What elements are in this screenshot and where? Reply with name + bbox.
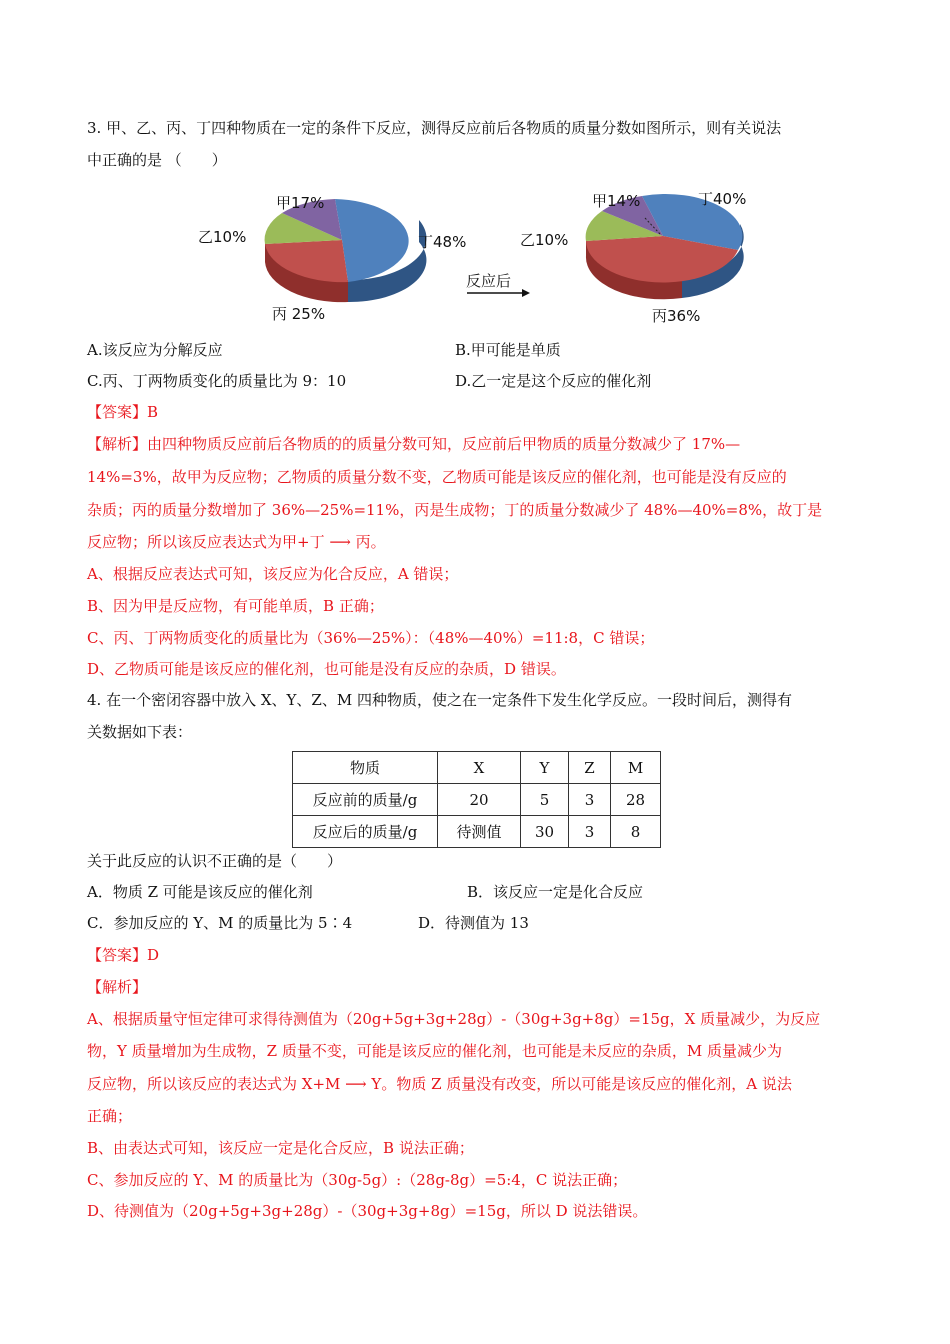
table-row [293, 784, 661, 816]
q4-analysis-line-7: D、待测值为（20g+5g+3g+28g）-（30g+3g+8g）=15g，所以 D 说法错误。 [87, 1202, 648, 1220]
q4-option-a: A．物质 Z 可能是该反应的催化剂 [87, 883, 313, 901]
table-cell: 28 [611, 784, 661, 816]
table-cell: 8 [611, 816, 661, 848]
table-header-row [293, 752, 661, 784]
q3-answer: 【答案】B [87, 403, 159, 421]
q3-pie-figure [190, 188, 760, 328]
q3-analysis-line-2: 14%=3%，故甲为反应物；乙物质的质量分数不变，乙物质可能是该反应的催化剂，也可能是没有反应的 [87, 468, 787, 486]
q3-analysis-line-4: 反应物；所以该反应表达式为甲+丁 ⟶ 丙。 [87, 533, 386, 551]
q4-analysis-line-5: B、由表达式可知，该反应一定是化合反应，B 说法正确； [87, 1139, 474, 1157]
q4-analysis-line-2: 物，Y 质量增加为生成物，Z 质量不变，可能是该反应的催化剂，也可能是未反应的杂质，M 质量减少为 [87, 1042, 782, 1060]
table-cell: 3 [569, 816, 611, 848]
pie-before [265, 199, 427, 302]
q4-data-table [292, 751, 661, 848]
q3-analysis-line-7: C、丙、丁两物质变化的质量比为（36%—25%）：（48%—40%）=11:8，C 错误； [87, 629, 655, 647]
q4-question: 关于此反应的认识不正确的是（ ） [87, 852, 343, 870]
q4-stem-line1: 4. 在一个密闭容器中放入 X、Y、Z、M 四种物质，使之在一定条件下发生化学反应。一段时间后，测得有 [87, 691, 792, 709]
q3-analysis-line-1: 【解析】由四种物质反应前后各物质的的质量分数可知，反应前后甲物质的质量分数减少了 17%— [87, 435, 741, 453]
table-cell: 待测值 [438, 816, 521, 848]
q4-analysis-line-1: A、根据质量守恒定律可求得待测值为（20g+5g+3g+28g）-（30g+3g+8g）=15g，X 质量减少，为反应 [87, 1010, 821, 1028]
table-header-cell: M [611, 752, 661, 784]
table-cell: 30 [521, 816, 569, 848]
pie-before-label-ding: 丁48% [418, 233, 467, 251]
table-header-cell: Z [569, 752, 611, 784]
pie-before-label-jia: 甲17% [276, 194, 325, 212]
q3-analysis-line-6: B、因为甲是反应物，有可能单质，B 正确； [87, 597, 384, 615]
table-row [293, 816, 661, 848]
q4-analysis-line-6: C、参加反应的 Y、M 的质量比为（30g-5g）:（28g-8g）=5:4，C 说法正确； [87, 1171, 628, 1189]
q3-option-c: C.丙、丁两物质变化的质量比为 9：10 [87, 372, 347, 390]
q4-analysis-title: 【解析】 [87, 978, 148, 996]
pie-before-label-bing: 丙 25% [272, 305, 326, 323]
q3-analysis-line-3: 杂质；丙的质量分数增加了 36%—25%=11%，丙是生成物；丁的质量分数减少了 48%—40%=8%，故丁是 [87, 501, 823, 519]
table-cell: 20 [438, 784, 521, 816]
q4-option-d: D．待测值为 13 [418, 914, 529, 932]
q3-option-d: D.乙一定是这个反应的催化剂 [455, 372, 652, 390]
q3-stem-line1: 3. 甲、乙、丙、丁四种物质在一定的条件下反应，测得反应前后各物质的质量分数如图所示，则有关说法 [87, 119, 782, 137]
q4-option-c: C．参加反应的 Y、M 的质量比为 5∶4 [87, 914, 353, 932]
arrow-label: 反应后 [466, 272, 512, 290]
q3-analysis-line-5: A、根据反应表达式可知，该反应为化合反应，A 错误； [87, 565, 459, 583]
pie-after-label-ding: 丁40% [698, 190, 747, 208]
q3-option-b: B.甲可能是单质 [455, 341, 561, 359]
q4-stem-line2: 关数据如下表： [87, 723, 193, 741]
table-cell: 3 [569, 784, 611, 816]
table-cell: 反应前的质量/g [293, 784, 438, 816]
pie-after-label-bing: 丙36% [652, 307, 701, 325]
reaction-arrow [467, 289, 530, 297]
table-header-cell: 物质 [293, 752, 438, 784]
pie-before-label-yi: 乙10% [198, 228, 247, 246]
q4-answer: 【答案】D [87, 946, 160, 964]
q4-analysis-line-4: 正确； [87, 1107, 133, 1125]
pie-after-label-yi: 乙10% [520, 231, 569, 249]
q4-option-b: B．该反应一定是化合反应 [467, 883, 644, 901]
table-cell: 反应后的质量/g [293, 816, 438, 848]
pie-after-label-jia: 甲14% [592, 192, 641, 210]
q3-option-a: A.该反应为分解反应 [87, 341, 223, 359]
q3-stem-line2: 中正确的是 （ ） [87, 151, 227, 169]
table-cell: 5 [521, 784, 569, 816]
q3-analysis-line-8: D、乙物质可能是该反应的催化剂，也可能是没有反应的杂质，D 错误。 [87, 660, 566, 678]
q4-analysis-line-3: 反应物，所以该反应的表达式为 X+M ⟶ Y。物质 Z 质量没有改变，所以可能是该反应的催化剂，A 说法 [87, 1075, 792, 1093]
table-header-cell: X [438, 752, 521, 784]
table-header-cell: Y [521, 752, 569, 784]
